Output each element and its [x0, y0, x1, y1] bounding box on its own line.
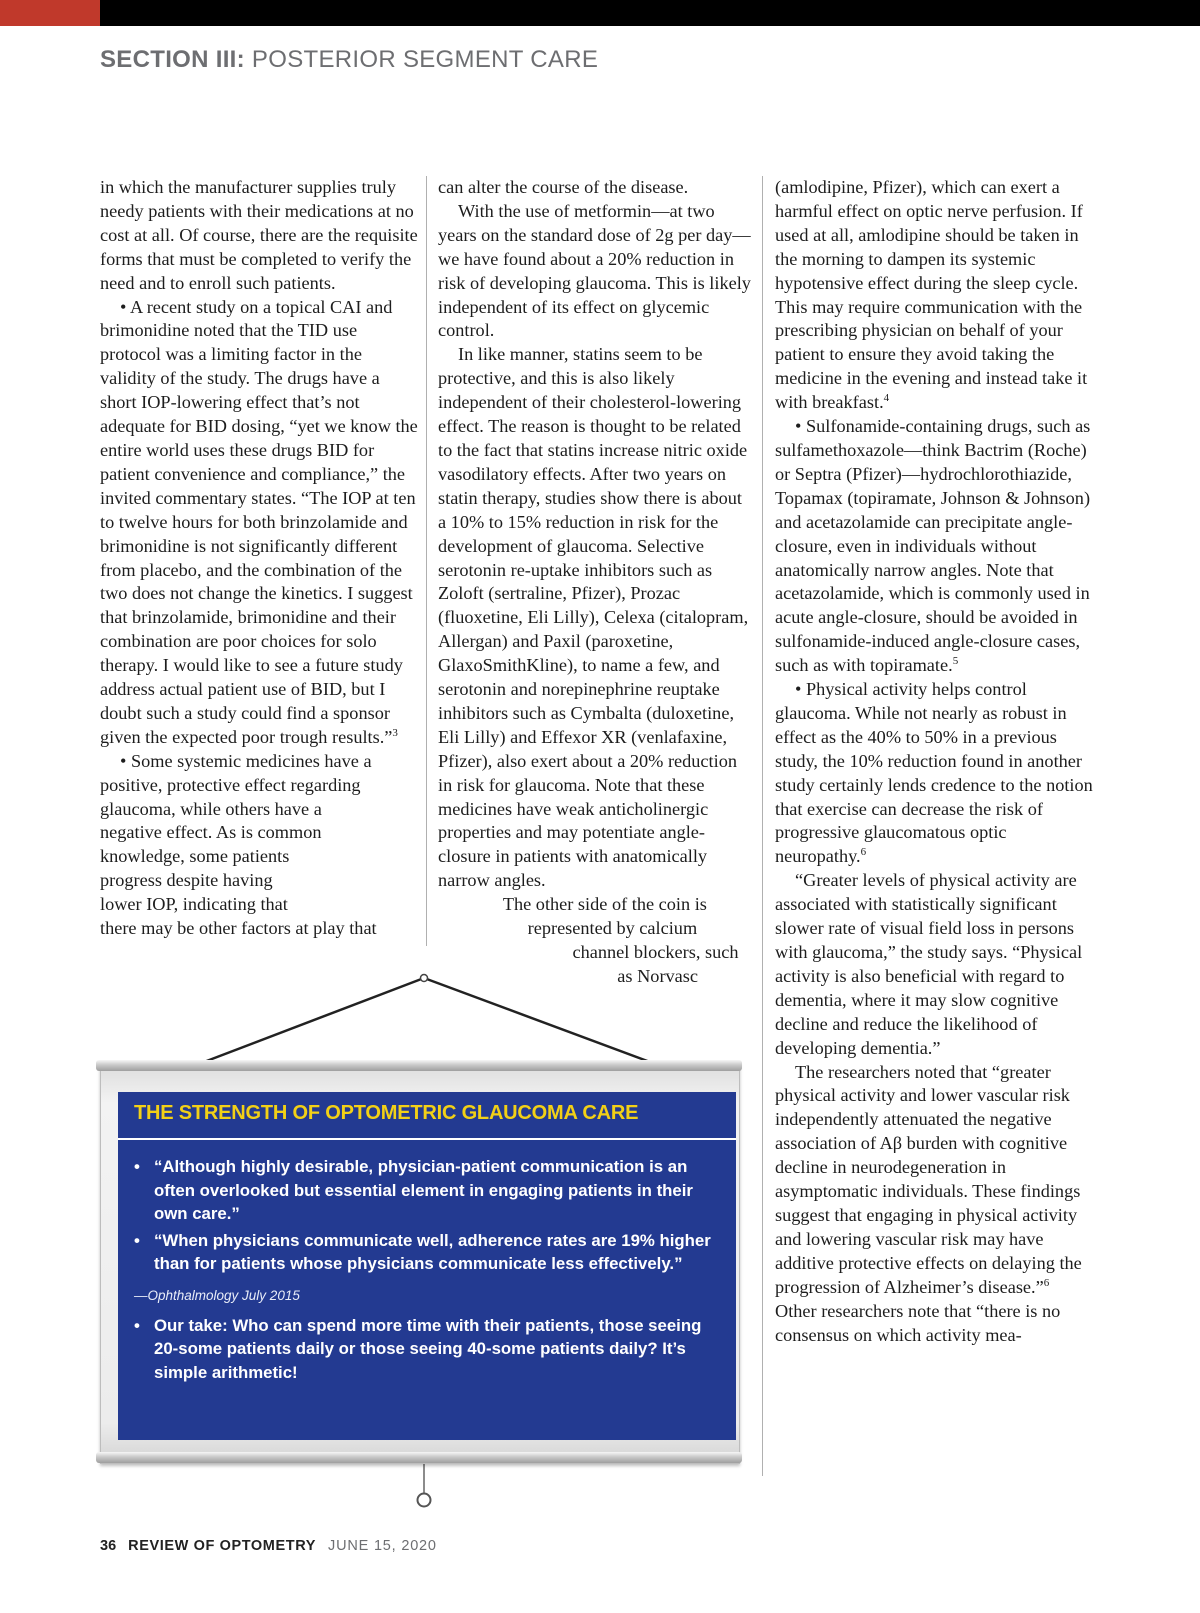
paragraph: (amlodipine, Pfizer), which can exert a harmful effect on optic nerve perfusion. If used at all, amlodipine should be taken in the morning to dampen its systemic hypotensive effect during the sleep cycle. This may require communication with the prescribing physician on behalf of your patient to ensure they avoid taking the medicine in the evening and instead take it with breakfast.$^4$	[775, 177, 1088, 413]
footnote-ref: 6	[860, 846, 867, 859]
bullet-icon: •	[134, 1230, 140, 1250]
paragraph: The researchers noted that “greater physical activity and lower vascular risk independently attenuated the negative association of Aβ burden with cognitive decline in neurodegeneration in asymptomatic individuals. These findings suggest that engaging in physical activity and lowering vascular risk may have additive protective effects on delaying the progression of Alzheimer’s disease.”$^6$	[775, 1061, 1082, 1297]
paragraph: • Sulfonamide-containing drugs, such as sulfamethoxazole—think Bactrim (Roche) or Septra (Pfizer)—hydrochlorothiazide, Topamax (topiramate, Johnson & Johnson) and acetazolamide can precipitate angle-closure, even in individuals without anatomically narrow angles. Note that acetazolamide, which is commonly used in acute angle-closure, should be avoided in sulfonamide-induced angle-closure cases, such as with topiramate.$^5$	[775, 416, 1091, 676]
page-footer	[100, 1538, 437, 1554]
sidebar-box	[118, 1092, 736, 1440]
footnote-ref: 3	[392, 726, 398, 739]
paragraph: “Greater levels of physical activity are associated with statistically significant slower rate of visual field loss in persons with glaucoma,” the study says. “Physical activity is also beneficial with regard to dementia, where it may slow cognitive decline and reduce the likelihood of developing dementia.”	[775, 870, 1083, 1058]
section-label: SECTION III:	[100, 46, 245, 73]
sidebar-title: THE STRENGTH OF OPTOMETRIC GLAUCOMA CARE	[134, 1102, 639, 1124]
sidebar-source: —Ophthalmology July 2015	[134, 1287, 300, 1303]
paragraph: • Physical activity helps control glaucoma. While not nearly as robust in effect as the 40% to 50% in a previous study, the 10% reduction found in another study certainly lends credence to the notion that exercise can decrease the risk of progressive glaucomatous optic neuropathy.$^6$	[775, 679, 1093, 867]
magazine-name: REVIEW OF OPTOMETRY	[128, 1538, 317, 1554]
sidebar-take: Our take: Who can spend more time with their patients, those seeing 20-some patients daily or those seeing 40-some patients daily? It’s simple arithmetic!	[154, 1315, 702, 1382]
issue-date: JUNE 15, 2020	[328, 1538, 437, 1554]
paragraph: in which the manufacturer supplies truly needy patients with their medications at no cost at all. Of course, there are the requisite forms that must be completed to verify the need and to enroll such patients.	[100, 177, 418, 293]
paragraph: Other researchers note that “there is no consensus on which activity mea-	[775, 1300, 1061, 1345]
paragraph: The other side of the coin is represented by calcium channel blockers, such as Norvasc	[502, 894, 739, 986]
board-bottom-rod	[96, 1452, 742, 1463]
sidebar-bullet-item	[134, 1155, 724, 1226]
paragraph: can alter the course of the disease.	[438, 177, 689, 197]
board-top-rod	[96, 1060, 742, 1071]
sidebar-quote: “Although highly desirable, physician-patient communication is an often overlooked but essential element in engaging patients in their own care.”	[154, 1157, 693, 1223]
footnote-ref: 5	[952, 655, 959, 668]
paragraph: With the use of metformin—at two years on the standard dose of 2g per day—we have found about a 20% reduction in risk of developing glaucoma. This is likely independent of its effect on glycemic control.	[438, 200, 751, 341]
section-title: POSTERIOR SEGMENT CARE	[251, 46, 599, 73]
sidebar-bullet-item	[134, 1229, 724, 1276]
paragraph: • Some systemic medicines have a positive, protective effect regarding glaucoma, while others have a negative effect. As is common knowledge, some patients progress despite having lower IOP, indicating that there may be other factors at play that	[100, 750, 377, 939]
sidebar-quote: “When physicians communicate well, adherence rates are 19% higher than for patients whose physicians communicate less effectively.”	[154, 1230, 711, 1273]
paragraph: • A recent study on a topical CAI and brimonidine noted that the TID use protocol was a limiting factor in the validity of the study. The drugs have a short IOP-lowering effect that’s not adequate for BID dosing, “yet we know the entire world uses these drugs BID for patient convenience and compliance,” the invited commentary states. “The IOP at ten to twelve hours for both brinzolamide and brimonidine is not significantly different from placebo, and the combination of the two does not change the kinetics. I suggest that brinzolamide, brimonidine and their combination are poor choices for solo therapy. I would like to see a future study address actual patient use of BID, but I doubt such a study could find a sponsor given the expected poor trough results.”$^3$	[100, 296, 418, 747]
bullet-icon: •	[134, 1315, 140, 1335]
sidebar-title-bar	[118, 1092, 736, 1140]
page-number: 36	[100, 1538, 117, 1554]
footnote-ref: 4	[883, 392, 890, 405]
sidebar-list	[134, 1155, 724, 1387]
paragraph: In like manner, statins seem to be protective, and this is also likely independent of their cholesterol-lowering effect. The reason is thought to be related to the fact that statins increase nitric oxide vasodilatory effects. After two years on statin therapy, studies show there is about a 10% to 15% reduction in risk for the development of glaucoma. Selective serotonin re-uptake inhibitors such as Zoloft (sertraline, Pfizer), Prozac (fluoxetine, Eli Lilly), Celexa (citalopram, Allergan) and Paxil (paroxetine, GlaxoSmithKline), to name a few, and serotonin and norepinephrine reuptake inhibitors such as Cymbalta (duloxetine, Eli Lilly) and Effexor XR (venlafaxine, Pfizer), also exert about a 20% reduction in risk for glaucoma. Note that these medicines have weak anticholinergic properties and may potentiate angle-closure in patients with anatomically narrow angles.	[438, 344, 749, 891]
sidebar-bullet-item	[134, 1314, 724, 1385]
bullet-icon: •	[134, 1157, 140, 1176]
footnote-ref: 6	[1043, 1276, 1050, 1289]
